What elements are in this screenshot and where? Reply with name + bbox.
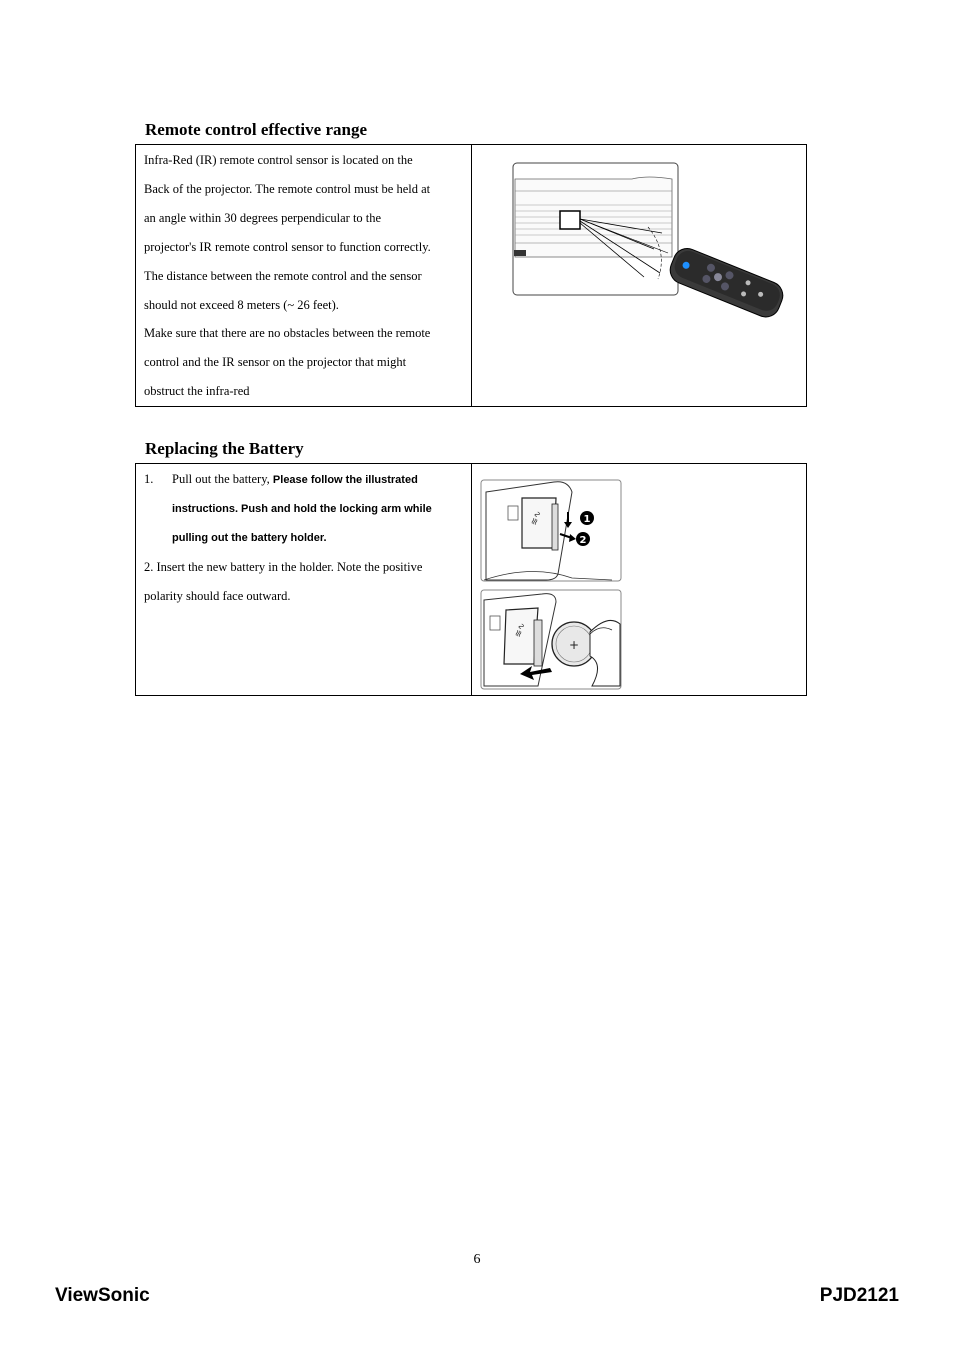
section-title-replace-battery: Replacing the Battery (145, 439, 304, 458)
text-line: obstruct the infra-red (144, 384, 250, 399)
step-1-instructions: instructions. Push and hold the locking arm while (172, 502, 432, 515)
remote-range-figure-cell (472, 145, 807, 407)
insert-battery-image (481, 590, 621, 689)
projector-remote-illustration (472, 145, 808, 405)
step-1-instructions: pulling out the battery holder. (172, 531, 327, 544)
footer-brand: ViewSonic (55, 1285, 150, 1306)
step-2-text: polarity should face outward. (144, 588, 291, 603)
remote-range-text-cell (136, 145, 472, 407)
battery-table (135, 463, 807, 696)
battery-replacement-illustration (472, 464, 808, 695)
step-1-text: Pull out the battery, (172, 472, 270, 486)
page-number: 6 (473, 1252, 481, 1267)
remote-range-table (135, 144, 807, 407)
text-line: Infra-Red (IR) remote control sensor is located on the (144, 153, 413, 167)
footer-model: PJD2121 (819, 1285, 899, 1306)
remote-control-icon (666, 244, 787, 321)
text-line: The distance between the remote control and the sensor (144, 268, 422, 283)
section-title-remote-range: Remote control effective range (145, 120, 367, 139)
text-line: projector's IR remote control sensor to function correctly. (144, 239, 431, 254)
battery-text-cell (136, 464, 472, 696)
step-marker-1-label: 1 (583, 514, 591, 525)
step-1-instructions: Please follow the illustrated (272, 474, 418, 486)
svg-text:≋∿: ≋∿ (513, 621, 528, 640)
svg-text:≋∿: ≋∿ (529, 509, 544, 528)
text-line: an angle within 30 degrees perpendicular to the (144, 210, 382, 225)
pull-out-holder-image (481, 480, 621, 581)
text-line: Back of the projector. The remote control must be held at (144, 181, 431, 196)
svg-text:+: + (568, 638, 580, 652)
text-line: should not exceed 8 meters (~ 26 feet). (144, 297, 339, 312)
list-item-step-1 (144, 465, 463, 553)
step-marker-2-label: 2 (579, 535, 587, 546)
step-2-text: 2. Insert the new battery in the holder. Note the positive (144, 559, 423, 574)
battery-figure-cell (472, 464, 807, 696)
text-line: control and the IR sensor on the projector that might (144, 355, 407, 370)
text-line: Make sure that there are no obstacles between the remote (144, 326, 431, 341)
list-number: 1. (144, 472, 154, 486)
